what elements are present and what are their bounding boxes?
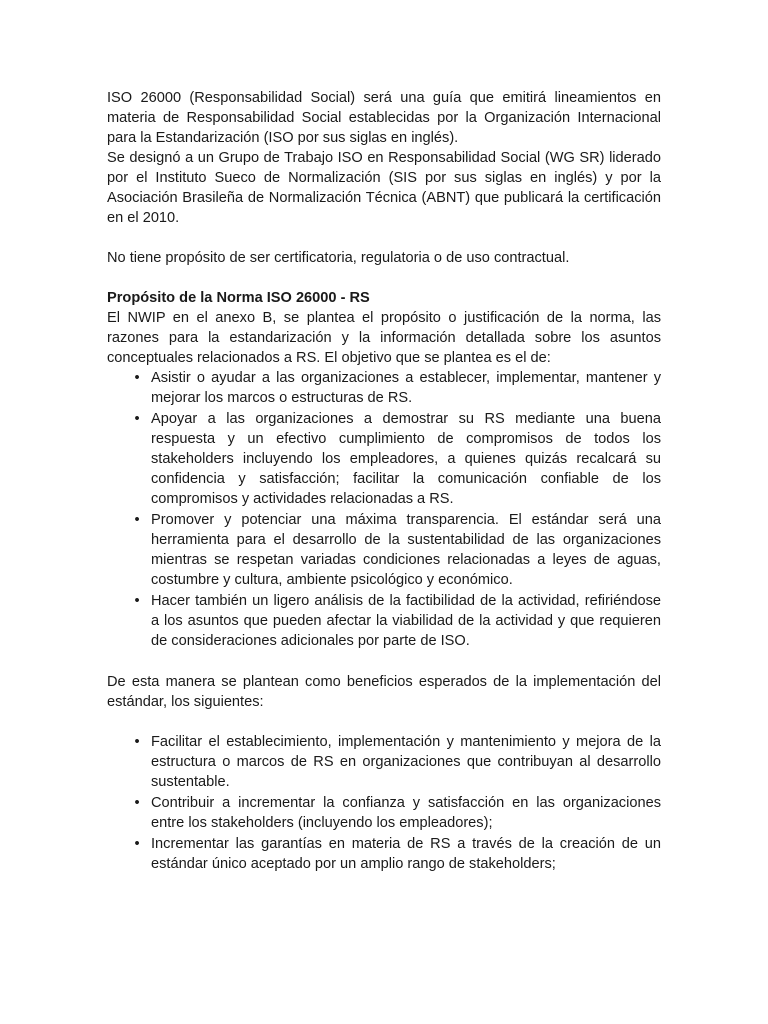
list-item: [107, 409, 661, 509]
list-item: [107, 793, 661, 833]
intro-paragraph-1: ISO 26000 (Responsabilidad Social) será una guía que emitirá lineamientos en materia de Responsabilidad Social establecidas por la Organización Internacional para la Estandarización (ISO por sus siglas en inglés).: [107, 90, 661, 146]
bullet-icon: •: [134, 795, 140, 811]
intro-paragraph-2: Se designó a un Grupo de Trabajo ISO en Responsabilidad Social (WG SR) liderado por el Instituto Sueco de Normalización (SIS por sus siglas en inglés) y por la Asociación Brasileña de Normalización Técnica (ABNT) que publicará la certificación en el 2010.: [107, 150, 661, 226]
intro-paragraph-3: No tiene propósito de ser certificatoria, regulatoria o de uso contractual.: [107, 250, 570, 266]
purpose-list: [107, 368, 661, 651]
bullet-icon: •: [134, 734, 140, 750]
list-item: [107, 732, 661, 792]
bullet-icon: •: [134, 411, 140, 427]
list-item: [107, 834, 661, 874]
benefits-list: [107, 732, 661, 874]
list-item-text: Promover y potenciar una máxima transparencia. El estándar será una herramienta para el desarrollo de la sustentabilidad de las organizaciones mientras se respetan variadas condiciones relacionadas a leyes de aguas, costumbre y cultura, ambiente psicológico y económico.: [151, 512, 661, 588]
spacer: [107, 228, 661, 248]
list-item-text: Hacer también un ligero análisis de la factibilidad de la actividad, refiriéndose a los asuntos que pueden afectar la viabilidad de la actividad y que requieren de consideraciones adicionales por parte de ISO.: [151, 593, 661, 649]
list-item-text: Apoyar a las organizaciones a demostrar su RS mediante una buena respuesta y un efectivo cumplimiento de compromisos de todos los stakeholders incluyendo los empleadores, a quienes quizás recalcará su confidencia y satisfacción; facilitar la comunicación confiable de los compromisos y actividades relacionadas a RS.: [151, 411, 661, 507]
bullet-icon: •: [134, 593, 140, 609]
bullet-icon: •: [134, 836, 140, 852]
list-item-text: Facilitar el establecimiento, implementación y mantenimiento y mejora de la estructura o marcos de RS en organizaciones que contribuyan al desarrollo sustentable.: [151, 734, 661, 790]
list-item: [107, 591, 661, 651]
document-page: [107, 88, 661, 875]
list-item-text: Asistir o ayudar a las organizaciones a establecer, implementar, mantener y mejorar los marcos o estructuras de RS.: [151, 370, 661, 406]
spacer: [107, 712, 661, 732]
benefits-intro: De esta manera se plantean como beneficios esperados de la implementación del estándar, los siguientes:: [107, 674, 661, 710]
list-item: [107, 510, 661, 590]
spacer: [107, 652, 661, 672]
bullet-icon: •: [134, 512, 140, 528]
list-item-text: Incrementar las garantías en materia de RS a través de la creación de un estándar único aceptado por un amplio rango de stakeholders;: [151, 836, 661, 872]
spacer: [107, 268, 661, 288]
list-item: [107, 368, 661, 408]
bullet-icon: •: [134, 370, 140, 386]
section-heading: Propósito de la Norma ISO 26000 - RS: [107, 290, 370, 306]
section-paragraph: El NWIP en el anexo B, se plantea el propósito o justificación de la norma, las razones para la estandarización y la información detallada sobre los asuntos conceptuales relacionados a RS. El objetivo que se plantea es el de:: [107, 310, 661, 366]
list-item-text: Contribuir a incrementar la confianza y satisfacción en las organizaciones entre los stakeholders (incluyendo los empleadores);: [151, 795, 661, 831]
